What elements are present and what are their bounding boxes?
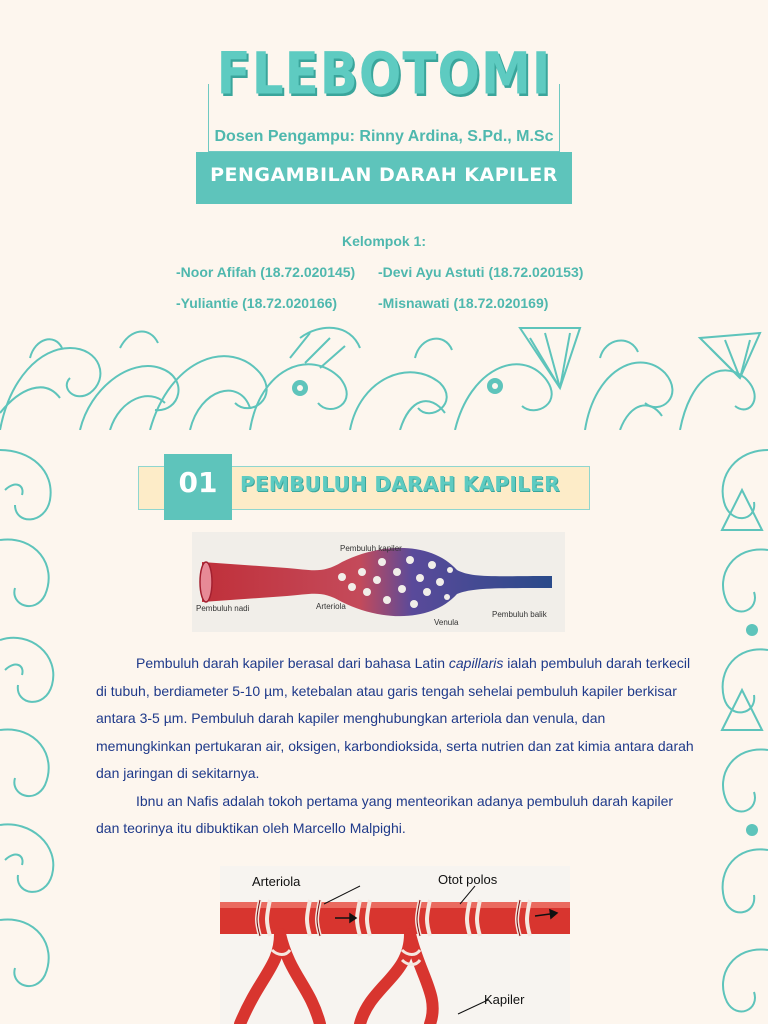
label-capillary: Pembuluh kapiler xyxy=(340,544,402,553)
member-2: -Devi Ayu Astuti (18.72.020153) xyxy=(378,264,584,280)
p1-text-end: ialah pembuluh darah terkecil di tubuh, berdiameter 5-10 µm, ketebalan atau garis tengah sehelai pembuluh kapiler berkisar antara 3-5 µm. Pembuluh darah kapiler menghubungkan arteriola dan venula, dan memungkinkan pertukaran air, oksigen, karbondioksida, serta nutrien dan zat kimia antara darah dan jaringan di sekitarnya. xyxy=(96,655,694,781)
label-artery: Pembuluh nadi xyxy=(196,604,250,613)
main-title: FLEBOTOMI xyxy=(216,40,552,108)
label-arteriole: Arteriola xyxy=(316,602,346,611)
left-ornament xyxy=(0,430,66,1024)
subtitle-text: PENGAMBILAN DARAH KAPILER xyxy=(210,164,558,186)
label-smooth-muscle: Otot polos xyxy=(438,872,498,887)
label-vein: Pembuluh balik xyxy=(492,610,547,619)
body-text xyxy=(96,650,696,843)
arteriole-diagram xyxy=(220,866,570,1024)
capillary-diagram xyxy=(192,532,565,632)
label-venule: Venula xyxy=(434,618,459,627)
p1-italic-term: capillaris xyxy=(448,655,504,671)
p1-text-start: Pembuluh darah kapiler berasal dari bahasa Latin xyxy=(136,655,449,671)
label-arteriola: Arteriola xyxy=(252,874,301,889)
floral-ornament-band xyxy=(0,318,768,430)
member-3: -Yuliantie (18.72.020166) xyxy=(176,295,338,311)
label-capillary-2: Kapiler xyxy=(484,992,525,1007)
group-title: Kelompok 1: xyxy=(341,233,426,249)
subtitle-banner xyxy=(196,152,572,204)
paragraph-2: Ibnu an Nafis adalah tokoh pertama yang menteorikan adanya pembuluh darah kapiler dan teorinya itu dibuktikan oleh Marcello Malpighi. xyxy=(96,792,674,836)
member-4: -Misnawati (18.72.020169) xyxy=(378,295,549,311)
right-ornament xyxy=(712,430,768,1024)
paragraph-1 xyxy=(96,650,696,788)
member-1: -Noor Afifah (18.72.020145) xyxy=(176,264,356,280)
section-title: PEMBULUH DARAH KAPILER xyxy=(240,472,560,496)
section-number: 01 xyxy=(178,466,218,499)
lecturer-name: Dosen Pengampu: Rinny Ardina, S.Pd., M.Sc xyxy=(214,128,554,145)
